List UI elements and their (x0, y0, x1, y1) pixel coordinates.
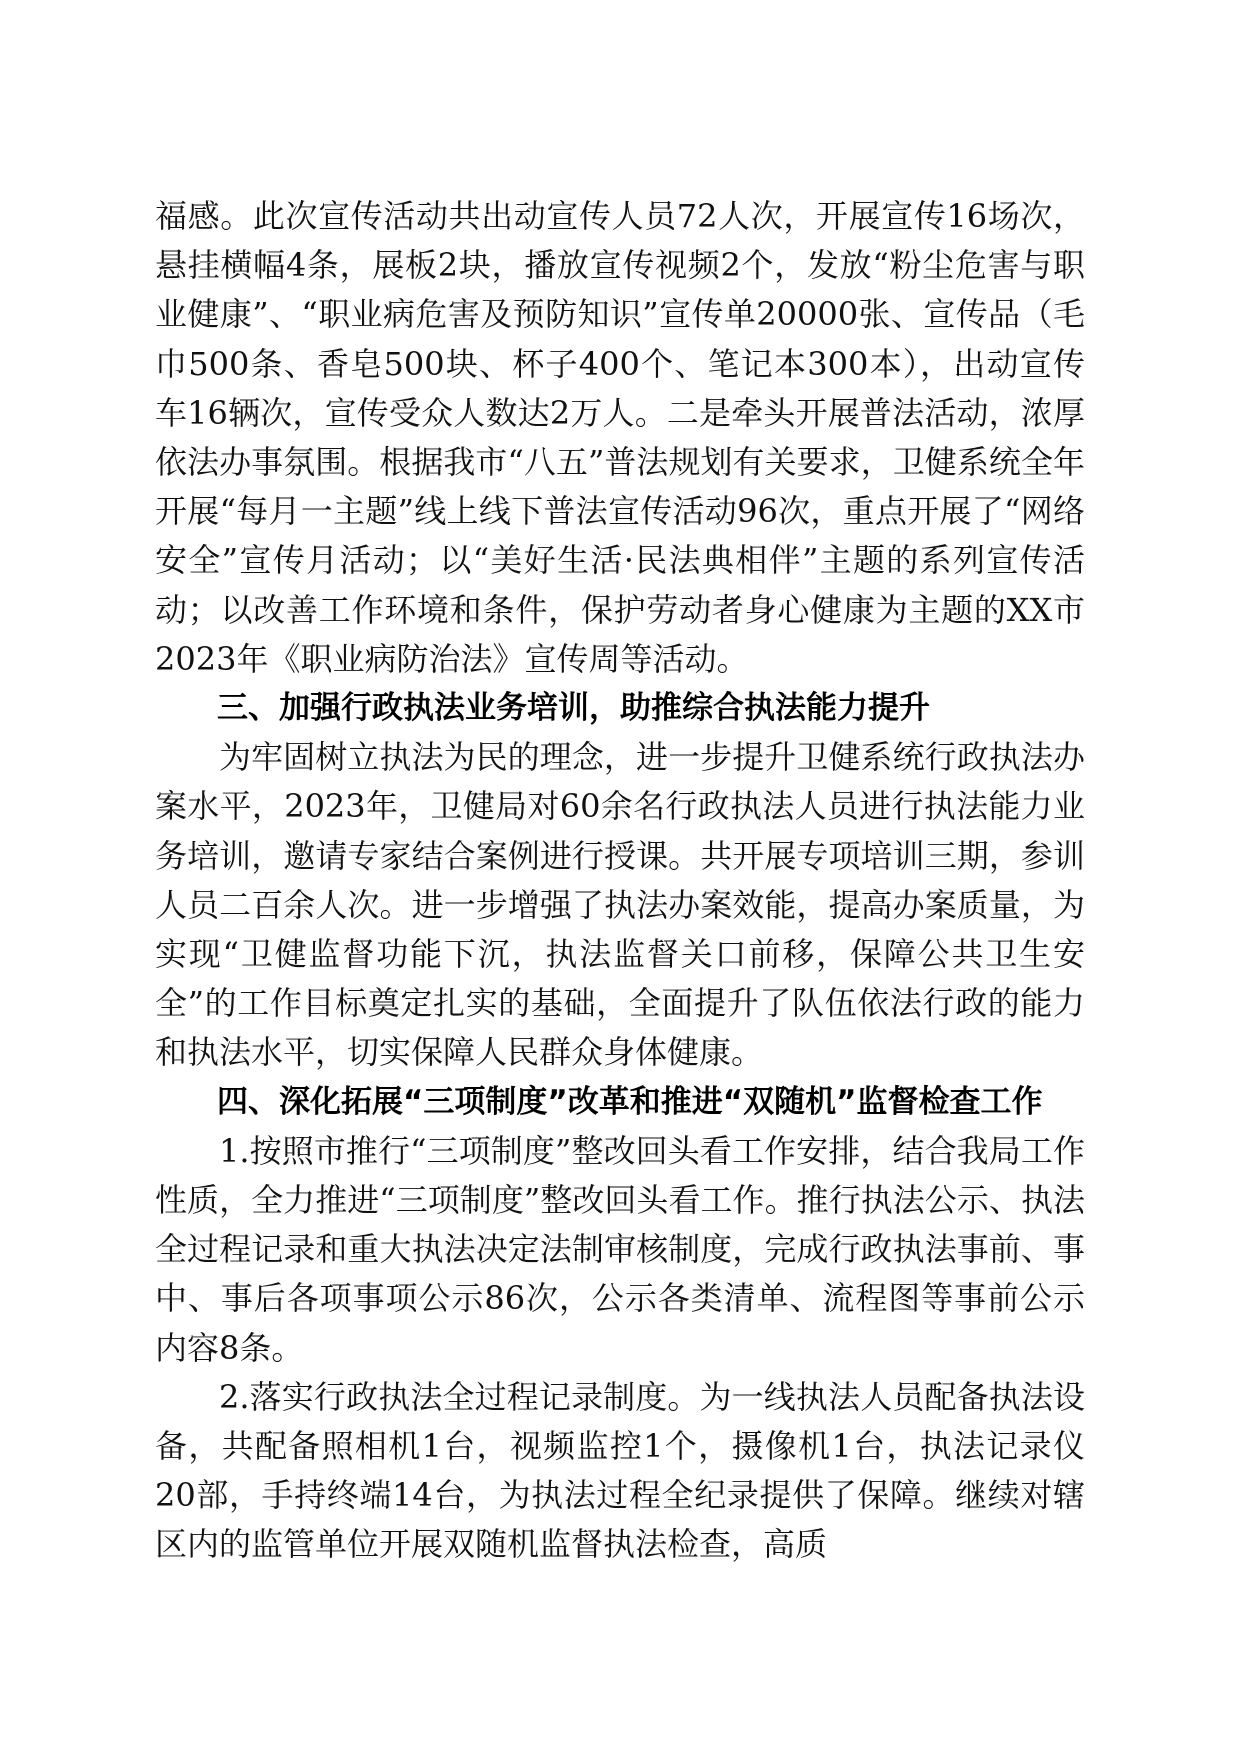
paragraph-publicity-continuation: 福感。此次宣传活动共出动宣传人员72人次，开展宣传16场次，悬挂横幅4条，展板2块，播放宣传视频2个，发放“粉尘危害与职业健康”、“职业病危害及预防知识”宣传单20000张、宣传品（毛巾500条、香皂500块、杯子400个、笔记本300本），出动宣传车16辆次，宣传受众人数达2万人。二是牵头开展普法活动，浓厚依法办事氛围。根据我市“八五”普法规划有关要求，卫健系统全年开展“每月一主题”线上线下普法宣传活动96次，重点开展了“网络安全”宣传月活动；以“美好生活·民法典相伴”主题的系列宣传活动；以改善工作环境和条件，保护劳动者身心健康为主题的XX市2023年《职业病防治法》宣传周等活动。 (155, 197, 1085, 678)
section-heading-3: 三、加强行政执法业务培训，助推综合执法能力提升 (217, 690, 930, 727)
section-heading-4: 四、深化拓展“三项制度”改革和推进“双随机”监督检查工作 (217, 1083, 1043, 1120)
document-body (155, 192, 1085, 1570)
paragraph-training: 为牢固树立执法为民的理念，进一步提升卫健系统行政执法办案水平，2023年，卫健局对60余名行政执法人员进行执法能力业务培训，邀请专家结合案例进行授课。共开展专项培训三期，参训人员二百余人次。进一步增强了执法办案效能，提高办案质量，为实现“卫健监督功能下沉，执法监督关口前移，保障公共卫生安全”的工作目标奠定扎实的基础，全面提升了队伍依法行政的能力和执法水平，切实保障人民群众身体健康。 (155, 738, 1085, 1072)
paragraph-item-2: 2.落实行政执法全过程记录制度。为一线执法人员配备执法设备，共配备照相机1台，视频监控1个，摄像机1台，执法记录仪20部，手持终端14台，为执法过程全纪录提供了保障。继续对辖区内的监管单位开展双随机监督执法检查，高质 (155, 1377, 1085, 1564)
paragraph-item-1: 1.按照市推行“三项制度”整改回头看工作安排，结合我局工作性质，全力推进“三项制度”整改回头看工作。推行执法公示、执法全过程记录和重大执法决定法制审核制度，完成行政执法事前、事中、事后各项事项公示86次，公示各类清单、流程图等事前公示内容8条。 (155, 1131, 1085, 1367)
